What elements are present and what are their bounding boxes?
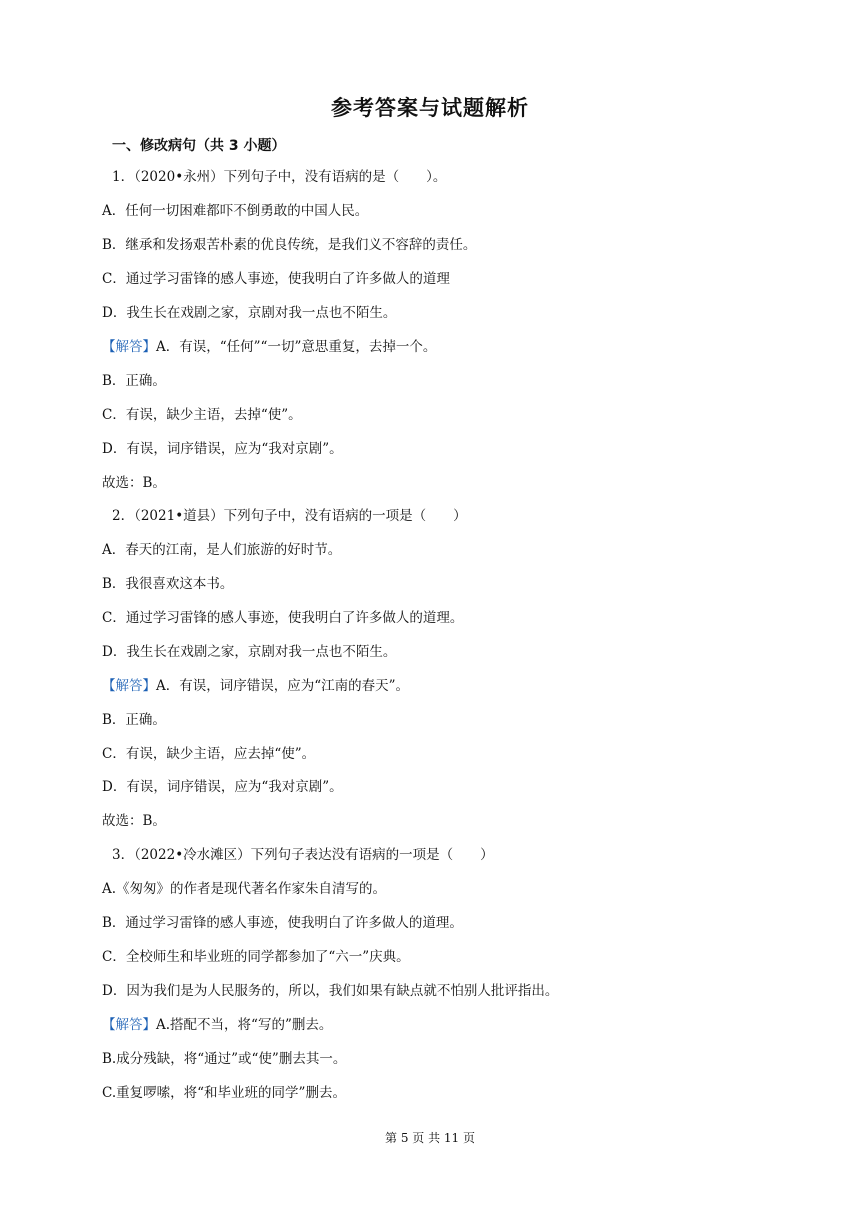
question-2-answer	[102, 676, 409, 696]
question-3-option-d: D．因为我们是为人民服务的，所以，我们如果有缺点就不怕别人批评指出。	[102, 983, 559, 999]
question-1-answer-line: B．正确。	[102, 373, 166, 389]
question-3-answer-line: B.成分残缺，将“通过”或“使”删去其一。	[102, 1051, 347, 1067]
question-3-answer	[102, 1015, 332, 1035]
answer-tag: 【解答】	[102, 678, 156, 694]
question-2-option-a: A．春天的江南，是人们旅游的好时节。	[102, 542, 342, 558]
answer-tag: 【解答】	[102, 1017, 156, 1033]
question-1-answer-line: D．有误，词序错误，应为“我对京剧”。	[102, 441, 343, 457]
page-title: 参考答案与试题解析	[331, 96, 529, 120]
page-footer: 第 5 页 共 11 页	[385, 1131, 475, 1145]
question-3-option-a: A.《匆匆》的作者是现代著名作家朱自清写的。	[102, 881, 387, 897]
question-2-stem: 2．（2021•道县）下列句子中，没有语病的一项是（ ）	[112, 508, 467, 524]
question-1-stem: 1．（2020•永州）下列句子中，没有语病的是（ ）。	[112, 169, 447, 185]
question-1-answer-line: C．有误，缺少主语，去掉“使”。	[102, 407, 302, 423]
question-3-answer-line: C.重复啰嗦，将“和毕业班的同学”删去。	[102, 1085, 346, 1101]
answer-tag: 【解答】	[102, 339, 156, 355]
answer-text: A．有误，“任何”“一切”意思重复，去掉一个。	[156, 339, 437, 355]
question-2-option-d: D．我生长在戏剧之家，京剧对我一点也不陌生。	[102, 644, 397, 660]
answer-text: A．有误，词序错误，应为“江南的春天”。	[156, 678, 410, 694]
question-1-option-c: C．通过学习雷锋的感人事迹，使我明白了许多做人的道理	[102, 271, 450, 287]
question-1-answer	[102, 337, 436, 357]
question-1-option-a: A．任何一切困难都吓不倒勇敢的中国人民。	[102, 203, 369, 219]
question-2-option-b: B．我很喜欢这本书。	[102, 576, 234, 592]
question-2-answer-line: B．正确。	[102, 712, 166, 728]
section-heading: 一、修改病句（共 3 小题）	[112, 138, 286, 154]
question-1-conclusion: 故选：B。	[102, 475, 166, 491]
question-3-option-b: B．通过学习雷锋的感人事迹，使我明白了许多做人的道理。	[102, 915, 463, 931]
question-1-option-d: D．我生长在戏剧之家，京剧对我一点也不陌生。	[102, 305, 397, 321]
question-2-answer-line: D．有误，词序错误，应为“我对京剧”。	[102, 779, 343, 795]
question-2-answer-line: C．有误，缺少主语，应去掉“使”。	[102, 746, 316, 762]
question-2-option-c: C．通过学习雷锋的感人事迹，使我明白了许多做人的道理。	[102, 610, 464, 626]
question-3-option-c: C．全校师生和毕业班的同学都参加了“六一”庆典。	[102, 949, 410, 965]
question-2-conclusion: 故选：B。	[102, 813, 166, 829]
question-3-stem: 3．（2022•冷水滩区）下列句子表达没有语病的一项是（ ）	[112, 847, 494, 863]
answer-text: A.搭配不当，将“写的”删去。	[156, 1017, 333, 1033]
question-1-option-b: B．继承和发扬艰苦朴素的优良传统，是我们义不容辞的责任。	[102, 237, 477, 253]
